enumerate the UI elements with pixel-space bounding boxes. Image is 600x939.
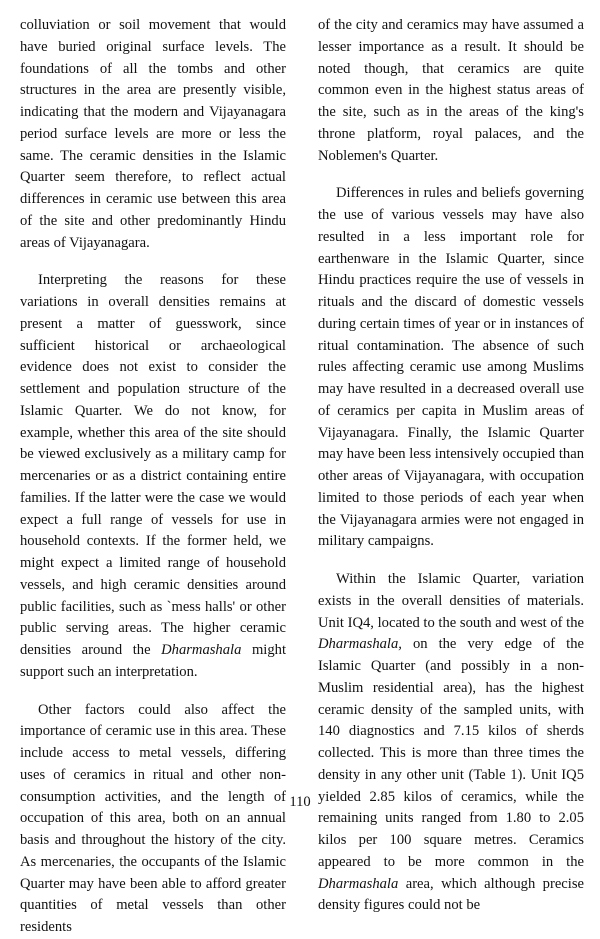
text-run: Within the Islamic Quarter, variation exists in the overall densities of materials. Unit IQ4, located to the south and west of the	[318, 571, 584, 631]
text-run: on the very edge of the Islamic Quarter (and possibly in a non-Muslim residential area), has the highest ceramic density of the sampled units, with 140 diagnostics and 7.15 kilos of sherds collected. This is more than three times the density in any other unit (Table 1). Unit IQ5 yielded 2.85 kilos of ceramics, while the remaining units ranged from 1.80 to 2.05 kilos per 100 square metres. Ceramics appeared to be more common in the	[318, 636, 584, 870]
paragraph	[318, 15, 584, 167]
page-number: 110	[289, 794, 311, 810]
text-run: Differences in rules and beliefs governing the use of various vessels may have also resulted in a less important role for earthenware in the Islamic Quarter, since Hindu practices require the use of vessels in rituals and the discard of domestic vessels during certain times of year or in instances of ritual contamination. The absence of such rules affecting ceramic use among Muslims may have resulted in a decreased overall use of ceramics per capita in Muslim areas of Vijayanagara. Finally, the Islamic Quarter may have been less intensively occupied than other areas of Vijayanagara, with occupation limited to those periods of each year when the Vijayanagara armies were not engaged in military campaigns.	[318, 185, 584, 550]
italic-term: Dharmashala,	[318, 636, 402, 653]
text-run: might support such an interpretation.	[20, 642, 287, 680]
right-column	[318, 15, 584, 917]
paragraph	[20, 270, 286, 683]
italic-term: Dharmashala	[318, 875, 399, 892]
paragraph	[20, 700, 286, 939]
paragraph	[20, 15, 286, 254]
paragraph	[318, 183, 584, 553]
paragraph	[318, 569, 584, 917]
text-run: Interpreting the reasons for these variations in overall densities remains at present a matter of guesswork, since sufficient historical or archaeological evidence does not exist to consider the settlement and population structure of the Islamic Quarter. We do not know, for example, whether this area of the site should be viewed exclusively as a military camp for mercenaries or as a district containing entire families. If the latter were the case we would expect a full range of vessels for use in household contexts. If the former held, we might expect a limited range of household vessels, and high ceramic densities around public facilities, such as `mess halls' or other public serving areas. The higher ceramic densities around the	[20, 272, 286, 658]
italic-term: Dharmashala	[161, 642, 242, 658]
text-run: Other factors could also affect the importance of ceramic use in this area. These include access to metal vessels, differing uses of ceramics in ritual and other non-consumption activities, and the length of occupation of this area, both on an annual basis and throughout the history of the city. As mercenaries, the occupants of the Islamic Quarter may have been able to afford greater quantities of metal vessels than other residents	[20, 701, 286, 935]
text-run: area, which although precise density figures could not be	[318, 875, 584, 914]
text-run: of the city and ceramics may have assumed a lesser importance as a result. It should be noted though, that ceramics are quite common even in the highest status areas of the site, such as in the areas of the king's throne platform, royal palaces, and the Noblemen's Quarter.	[318, 17, 584, 164]
text-run: colluviation or soil movement that would have buried original surface levels. The foundations of all the tombs and other structures in the area are presently visible, indicating that the modern and Vijayanagara period surface levels are more or less the same. The ceramic densities in the Islamic Quarter seem therefore, to reflect actual differences in ceramic use between this area of the site and other predominantly Hindu areas of Vijayanagara.	[20, 17, 286, 251]
